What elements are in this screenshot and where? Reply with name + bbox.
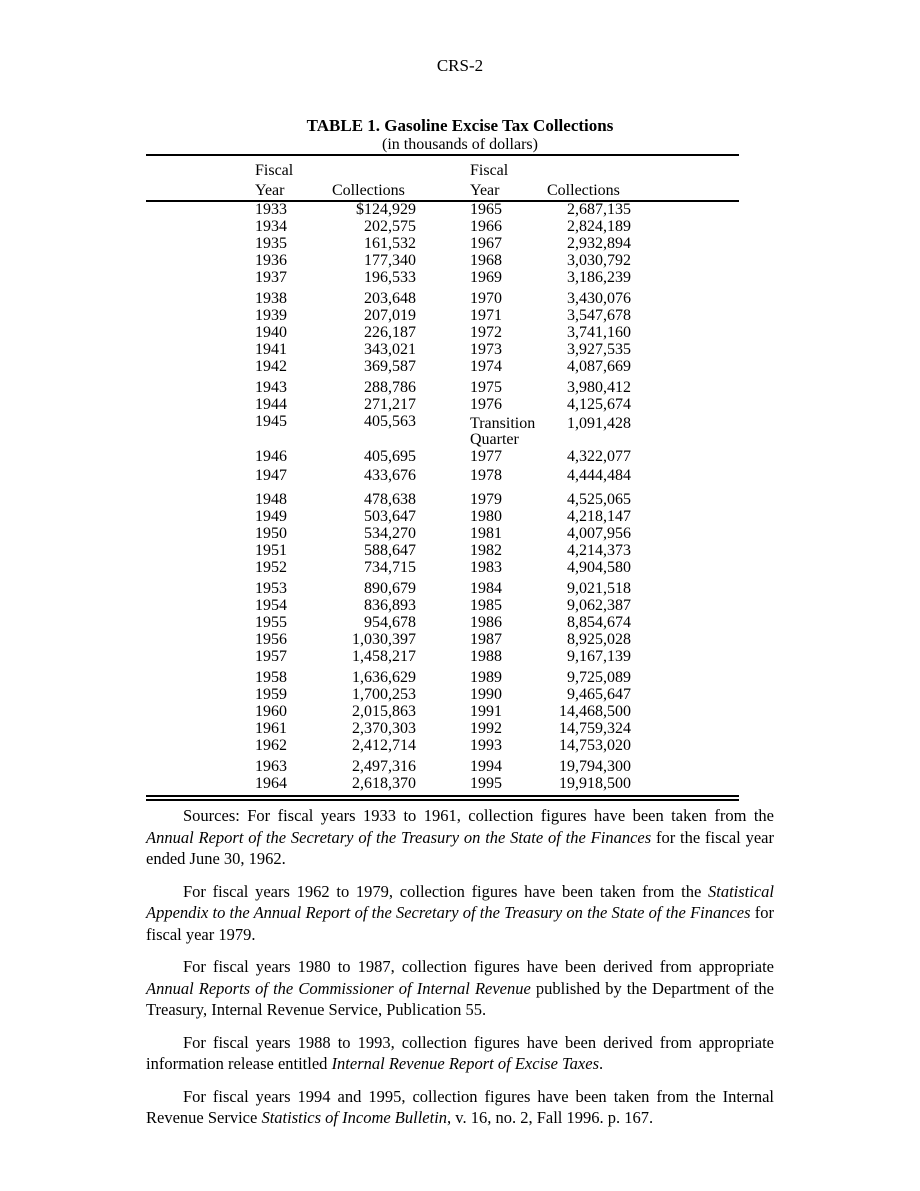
year-cell-right: 1973 bbox=[470, 341, 502, 358]
year-cell-left: 1957 bbox=[255, 648, 287, 665]
year-cell-left: 1964 bbox=[255, 775, 287, 792]
year-cell-right: 1985 bbox=[470, 597, 502, 614]
collections-cell-left: 478,638 bbox=[364, 491, 416, 508]
year-cell-right: 1980 bbox=[470, 508, 502, 525]
collections-cell-left: 271,217 bbox=[364, 396, 416, 413]
collections-cell-right: 4,525,065 bbox=[567, 491, 631, 508]
collections-cell-left: 2,015,863 bbox=[352, 703, 416, 720]
header-year-left: Year bbox=[255, 182, 285, 199]
year-cell-left: 1942 bbox=[255, 358, 287, 375]
collections-cell-left: 1,030,397 bbox=[352, 631, 416, 648]
year-cell-right: 1979 bbox=[470, 491, 502, 508]
year-cell-left: 1963 bbox=[255, 758, 287, 775]
collections-cell-right: 3,547,678 bbox=[567, 307, 631, 324]
year-cell-left: 1952 bbox=[255, 559, 287, 576]
collections-cell-left: 588,647 bbox=[364, 542, 416, 559]
collections-cell-left: 2,497,316 bbox=[352, 758, 416, 775]
header-fiscal-left: Fiscal bbox=[255, 162, 294, 179]
table-bottom-rule bbox=[146, 795, 739, 797]
collections-cell-left: 207,019 bbox=[364, 307, 416, 324]
year-cell-left: 1960 bbox=[255, 703, 287, 720]
year-cell-right: 1995 bbox=[470, 775, 502, 792]
note-paragraph-3: For fiscal years 1980 to 1987, collection figures have been derived from appropriate Annual Reports of the Commissioner of Internal Revenue published by the Department of the Treasury, Internal Revenue Service, Publication 55. bbox=[146, 957, 774, 1019]
header-year-right: Year bbox=[470, 182, 500, 199]
year-cell-left: 1948 bbox=[255, 491, 287, 508]
year-cell-left: 1945 bbox=[255, 413, 287, 430]
collections-cell-left: $124,929 bbox=[356, 201, 416, 218]
year-cell-left: 1954 bbox=[255, 597, 287, 614]
table-title: TABLE 1. Gasoline Excise Tax Collections bbox=[306, 116, 614, 135]
collections-cell-right: 1,091,428 bbox=[567, 415, 631, 432]
year-cell-left: 1953 bbox=[255, 580, 287, 597]
year-cell-left: 1947 bbox=[255, 467, 287, 484]
year-cell-left: 1939 bbox=[255, 307, 287, 324]
note-paragraph-1: Sources: For fiscal years 1933 to 1961, collection figures have been taken from the Annual Report of the Secretary of the Treasury on the State of the Finances for the fiscal year ended June 30, 1962. bbox=[146, 806, 774, 868]
collections-cell-right: 14,468,500 bbox=[559, 703, 631, 720]
year-cell-right: 1992 bbox=[470, 720, 502, 737]
table-top-rule bbox=[146, 154, 739, 156]
collections-cell-right: 19,918,500 bbox=[559, 775, 631, 792]
collections-cell-left: 405,695 bbox=[364, 448, 416, 465]
year-cell-right: 1974 bbox=[470, 358, 502, 375]
year-cell-right: 1984 bbox=[470, 580, 502, 597]
collections-cell-right: 4,322,077 bbox=[567, 448, 631, 465]
year-cell-right: 1982 bbox=[470, 542, 502, 559]
year-cell-left: 1962 bbox=[255, 737, 287, 754]
collections-cell-right: 9,021,518 bbox=[567, 580, 631, 597]
note-paragraph-5: For fiscal years 1994 and 1995, collection figures have been taken from the Internal Revenue Service Statistics of Income Bulletin, v. 16, no. 2, Fall 1996. p. 167. bbox=[146, 1086, 774, 1127]
year-cell-right: 1968 bbox=[470, 252, 502, 269]
collections-cell-right: 4,125,674 bbox=[567, 396, 631, 413]
collections-cell-left: 226,187 bbox=[364, 324, 416, 341]
collections-cell-right: 2,687,135 bbox=[567, 201, 631, 218]
year-cell-right: 1977 bbox=[470, 448, 502, 465]
collections-cell-left: 203,648 bbox=[364, 290, 416, 307]
year-cell-left: 1933 bbox=[255, 201, 287, 218]
collections-cell-left: 196,533 bbox=[364, 269, 416, 286]
collections-cell-right: 9,062,387 bbox=[567, 597, 631, 614]
year-cell-right: 1983 bbox=[470, 559, 502, 576]
collections-cell-left: 369,587 bbox=[364, 358, 416, 375]
collections-cell-left: 890,679 bbox=[364, 580, 416, 597]
year-cell-right: 1981 bbox=[470, 525, 502, 542]
collections-cell-left: 405,563 bbox=[364, 413, 416, 430]
header-fiscal-right: Fiscal bbox=[470, 162, 509, 179]
collections-cell-right: 14,759,324 bbox=[559, 720, 631, 737]
year-cell-right: 1994 bbox=[470, 758, 502, 775]
year-cell-left: 1956 bbox=[255, 631, 287, 648]
year-cell-right: 1986 bbox=[470, 614, 502, 631]
collections-cell-right: 4,444,484 bbox=[567, 467, 631, 484]
collections-cell-left: 2,618,370 bbox=[352, 775, 416, 792]
year-cell-left: 1958 bbox=[255, 669, 287, 686]
year-cell-right: 1978 bbox=[470, 467, 502, 484]
collections-cell-right: 9,167,139 bbox=[567, 648, 631, 665]
collections-cell-right: 4,214,373 bbox=[567, 542, 631, 559]
collections-cell-left: 2,412,714 bbox=[352, 737, 416, 754]
year-cell-right: 1966 bbox=[470, 218, 502, 235]
year-cell-left: 1950 bbox=[255, 525, 287, 542]
collections-cell-left: 734,715 bbox=[364, 559, 416, 576]
year-cell-left: 1934 bbox=[255, 218, 287, 235]
collections-cell-right: 4,218,147 bbox=[567, 508, 631, 525]
year-cell-right: 1990 bbox=[470, 686, 502, 703]
year-cell-left: 1940 bbox=[255, 324, 287, 341]
year-cell-left: 1936 bbox=[255, 252, 287, 269]
year-cell-left: 1935 bbox=[255, 235, 287, 252]
header-collections-right: Collections bbox=[547, 182, 620, 199]
collections-cell-left: 343,021 bbox=[364, 341, 416, 358]
collections-cell-right: 4,007,956 bbox=[567, 525, 631, 542]
year-cell-left: 1944 bbox=[255, 396, 287, 413]
collections-cell-left: 177,340 bbox=[364, 252, 416, 269]
collections-cell-left: 954,678 bbox=[364, 614, 416, 631]
collections-cell-left: 534,270 bbox=[364, 525, 416, 542]
table-body bbox=[0, 202, 920, 792]
page-header: CRS-2 bbox=[436, 56, 484, 75]
collections-cell-left: 202,575 bbox=[364, 218, 416, 235]
collections-cell-left: 1,636,629 bbox=[352, 669, 416, 686]
year-cell-left: 1937 bbox=[255, 269, 287, 286]
year-cell-left: 1941 bbox=[255, 341, 287, 358]
collections-cell-right: 14,753,020 bbox=[559, 737, 631, 754]
year-cell-right: 1965 bbox=[470, 201, 502, 218]
collections-cell-right: 2,824,189 bbox=[567, 218, 631, 235]
year-cell-right: 1969 bbox=[470, 269, 502, 286]
year-cell-left: 1943 bbox=[255, 379, 287, 396]
collections-cell-right: 9,465,647 bbox=[567, 686, 631, 703]
collections-cell-left: 836,893 bbox=[364, 597, 416, 614]
year-cell-right: 1970 bbox=[470, 290, 502, 307]
year-cell-right: 1972 bbox=[470, 324, 502, 341]
collections-cell-right: 3,927,535 bbox=[567, 341, 631, 358]
year-cell-right: 1976 bbox=[470, 396, 502, 413]
collections-cell-right: 8,854,674 bbox=[567, 614, 631, 631]
year-cell-left: 1938 bbox=[255, 290, 287, 307]
year-cell-left: 1955 bbox=[255, 614, 287, 631]
collections-cell-right: 2,932,894 bbox=[567, 235, 631, 252]
source-notes bbox=[146, 805, 774, 1140]
collections-cell-right: 3,741,160 bbox=[567, 324, 631, 341]
year-cell-right: 1988 bbox=[470, 648, 502, 665]
note-paragraph-4: For fiscal years 1988 to 1993, collection figures have been derived from appropriate information release entitled Internal Revenue Report of Excise Taxes. bbox=[146, 1032, 774, 1073]
collections-cell-left: 1,458,217 bbox=[352, 648, 416, 665]
collections-cell-left: 161,532 bbox=[364, 235, 416, 252]
collections-cell-left: 2,370,303 bbox=[352, 720, 416, 737]
collections-cell-right: 3,186,239 bbox=[567, 269, 631, 286]
year-cell-left: 1946 bbox=[255, 448, 287, 465]
year-cell-right: 1987 bbox=[470, 631, 502, 648]
table-subtitle: (in thousands of dollars) bbox=[382, 136, 538, 153]
collections-cell-left: 433,676 bbox=[364, 467, 416, 484]
collections-cell-right: 19,794,300 bbox=[559, 758, 631, 775]
year-cell-left: 1951 bbox=[255, 542, 287, 559]
year-cell-left: 1959 bbox=[255, 686, 287, 703]
collections-cell-right: 4,087,669 bbox=[567, 358, 631, 375]
table-bottom-rule-double bbox=[146, 799, 739, 801]
year-cell-right: 1989 bbox=[470, 669, 502, 686]
year-cell-right: 1975 bbox=[470, 379, 502, 396]
year-cell-right: 1991 bbox=[470, 703, 502, 720]
collections-cell-right: 8,925,028 bbox=[567, 631, 631, 648]
year-cell-right: 1967 bbox=[470, 235, 502, 252]
collections-cell-right: 3,430,076 bbox=[567, 290, 631, 307]
note-paragraph-2: For fiscal years 1962 to 1979, collection figures have been taken from the Statistical Appendix to the Annual Report of the Secretary of the Treasury on the State of the Finances for fiscal year 1979. bbox=[146, 881, 774, 944]
collections-cell-left: 288,786 bbox=[364, 379, 416, 396]
year-cell-right: 1971 bbox=[470, 307, 502, 324]
collections-cell-left: 1,700,253 bbox=[352, 686, 416, 703]
year-cell-left: 1961 bbox=[255, 720, 287, 737]
header-collections-left: Collections bbox=[332, 182, 405, 199]
collections-cell-right: 9,725,089 bbox=[567, 669, 631, 686]
year-cell-left: 1949 bbox=[255, 508, 287, 525]
year-cell-right: 1993 bbox=[470, 737, 502, 754]
collections-cell-left: 503,647 bbox=[364, 508, 416, 525]
year-cell-right: Transition Quarter bbox=[470, 415, 536, 448]
collections-cell-right: 4,904,580 bbox=[567, 559, 631, 576]
collections-cell-right: 3,980,412 bbox=[567, 379, 631, 396]
collections-cell-right: 3,030,792 bbox=[567, 252, 631, 269]
